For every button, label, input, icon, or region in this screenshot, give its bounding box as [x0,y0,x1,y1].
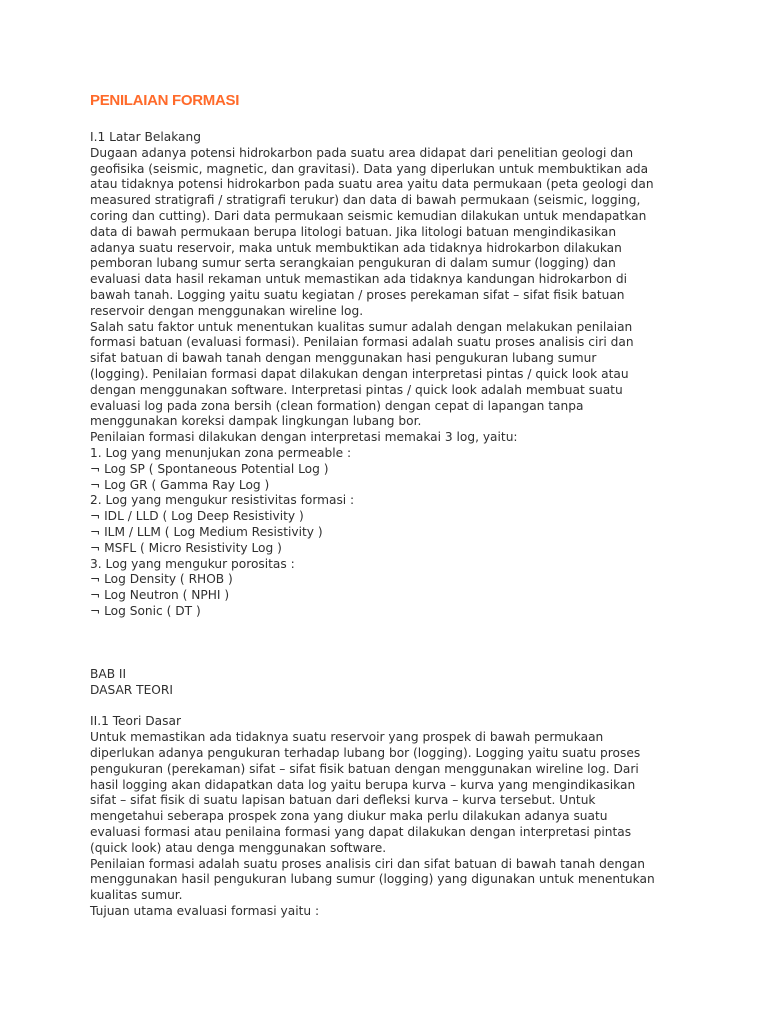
text-line: sifat – sifat fisik di suatu lapisan batuan dari defleksi kurva – kurva tersebut. Untuk [90,793,596,808]
text-line: measured stratigrafi / stratigrafi terukur) dan data di bawah permukaan (seismic, logging, [90,193,641,208]
text-line: Salah satu faktor untuk menentukan kualitas sumur adalah dengan melakukan penilaian [90,319,633,334]
text-line: ¬ Log SP ( Spontaneous Potential Log ) [90,461,329,476]
blank-line [90,651,690,667]
text-line: menggunakan hasil pengukuran lubang sumur (logging) yang digunakan untuk menentukan [90,872,655,887]
text-line: ¬ Log Neutron ( NPHI ) [90,588,230,603]
text-line: Penilaian formasi adalah suatu proses analisis ciri dan sifat batuan di bawah tanah dengan [90,856,646,871]
blank-line [90,699,690,715]
text-line: dengan menggunakan software. Interpretasi pintas / quick look adalah membuat suatu [90,382,623,397]
text-line: coring dan cutting). Dari data permukaan seismic kemudian dilakukan untuk mendapatkan [90,208,647,223]
text-line: ¬ IDL / LLD ( Log Deep Resistivity ) [90,509,304,524]
text-line: ¬ ILM / LLM ( Log Medium Resistivity ) [90,524,323,539]
text-line: hasil logging akan didapatkan data log yaitu berupa kurva – kurva yang mengindikasikan [90,777,636,792]
document-title: PENILAIAN FORMASI [90,92,240,109]
text-line: Untuk memastikan ada tidaknya suatu reservoir yang prospek di bawah permukaan [90,730,604,745]
text-line: atau tidaknya potensi hidrokarbon pada suatu area yaitu data permukaan (peta geologi dan [90,177,654,192]
text-line: Dugaan adanya potensi hidrokarbon pada suatu area didapat dari penelitian geologi dan [90,145,634,160]
text-line: data di bawah permukaan berupa litologi batuan. Jika litologi batuan mengindikasikan [90,224,617,239]
text-line: Tujuan utama evaluasi formasi yaitu : [90,904,320,919]
text-line: II.1 Teori Dasar [90,714,181,729]
text-line: ¬ Log Density ( RHOB ) [90,572,233,587]
text-line: menggunakan koreksi dampak lingkungan lubang bor. [90,414,422,429]
text-line: reservoir dengan menggunakan wireline log. [90,303,364,318]
text-line: ¬ Log Sonic ( DT ) [90,603,201,618]
text-line: pemboran lubang sumur serta serangkaian pengukuran di dalam sumur (logging) dan [90,256,616,271]
blank-line [90,620,690,636]
blank-line [90,636,690,652]
text-line: I.1 Latar Belakang [90,130,201,144]
text-line: (logging). Penilaian formasi dapat dilakukan dengan interpretasi pintas / quick look atau [90,366,629,381]
text-line: 2. Log yang mengukur resistivitas formasi : [90,493,355,508]
text-line: Penilaian formasi dilakukan dengan interpretasi memakai 3 log, yaitu: [90,430,518,445]
text-line: (quick look) atau denga menggunakan software. [90,840,387,855]
text-line: mengetahui seberapa prospek zona yang diukur maka perlu dilakukan adanya suatu [90,809,608,824]
text-line: bawah tanah. Logging yaitu suatu kegiatan / proses perekaman sifat – sifat fisik batuan [90,287,625,302]
text-line: geofisika (seismic, magnetic, dan gravitasi). Data yang diperlukan untuk membuktikan ada [90,161,649,176]
text-line: sifat batuan di bawah tanah dengan menggunakan hasi pengukuran lubang sumur [90,351,597,366]
document-page [90,92,690,920]
text-line: kualitas sumur. [90,888,183,903]
text-line: ¬ Log GR ( Gamma Ray Log ) [90,477,270,492]
text-line: formasi batuan (evaluasi formasi). Penilaian formasi adalah suatu proses analisis ciri dan [90,335,634,350]
text-line: DASAR TEORI [90,682,173,697]
text-line: 3. Log yang mengukur porositas : [90,556,295,571]
text-line: pengukuran (perekaman) sifat – sifat fisik batuan dengan menggunakan wireline log. Dari [90,761,639,776]
text-line: evaluasi formasi atau penilaina formasi yang dapat dilakukan dengan interpretasi pintas [90,825,632,840]
text-line: diperlukan adanya pengukuran terhadap lubang bor (logging). Logging yaitu suatu proses [90,746,641,761]
document-body [90,130,690,920]
text-line: ¬ MSFL ( Micro Resistivity Log ) [90,540,282,555]
text-line: evaluasi log pada zona bersih (clean formation) dengan cepat di lapangan tanpa [90,398,584,413]
text-line: BAB II [90,667,127,682]
text-line: adanya suatu reservoir, maka untuk membuktikan ada tidaknya hidrokarbon dilakukan [90,240,622,255]
text-line: 1. Log yang menunjukan zona permeable : [90,445,352,460]
text-line: evaluasi data hasil rekaman untuk memastikan ada tidaknya kandungan hidrokarbon di [90,272,627,287]
